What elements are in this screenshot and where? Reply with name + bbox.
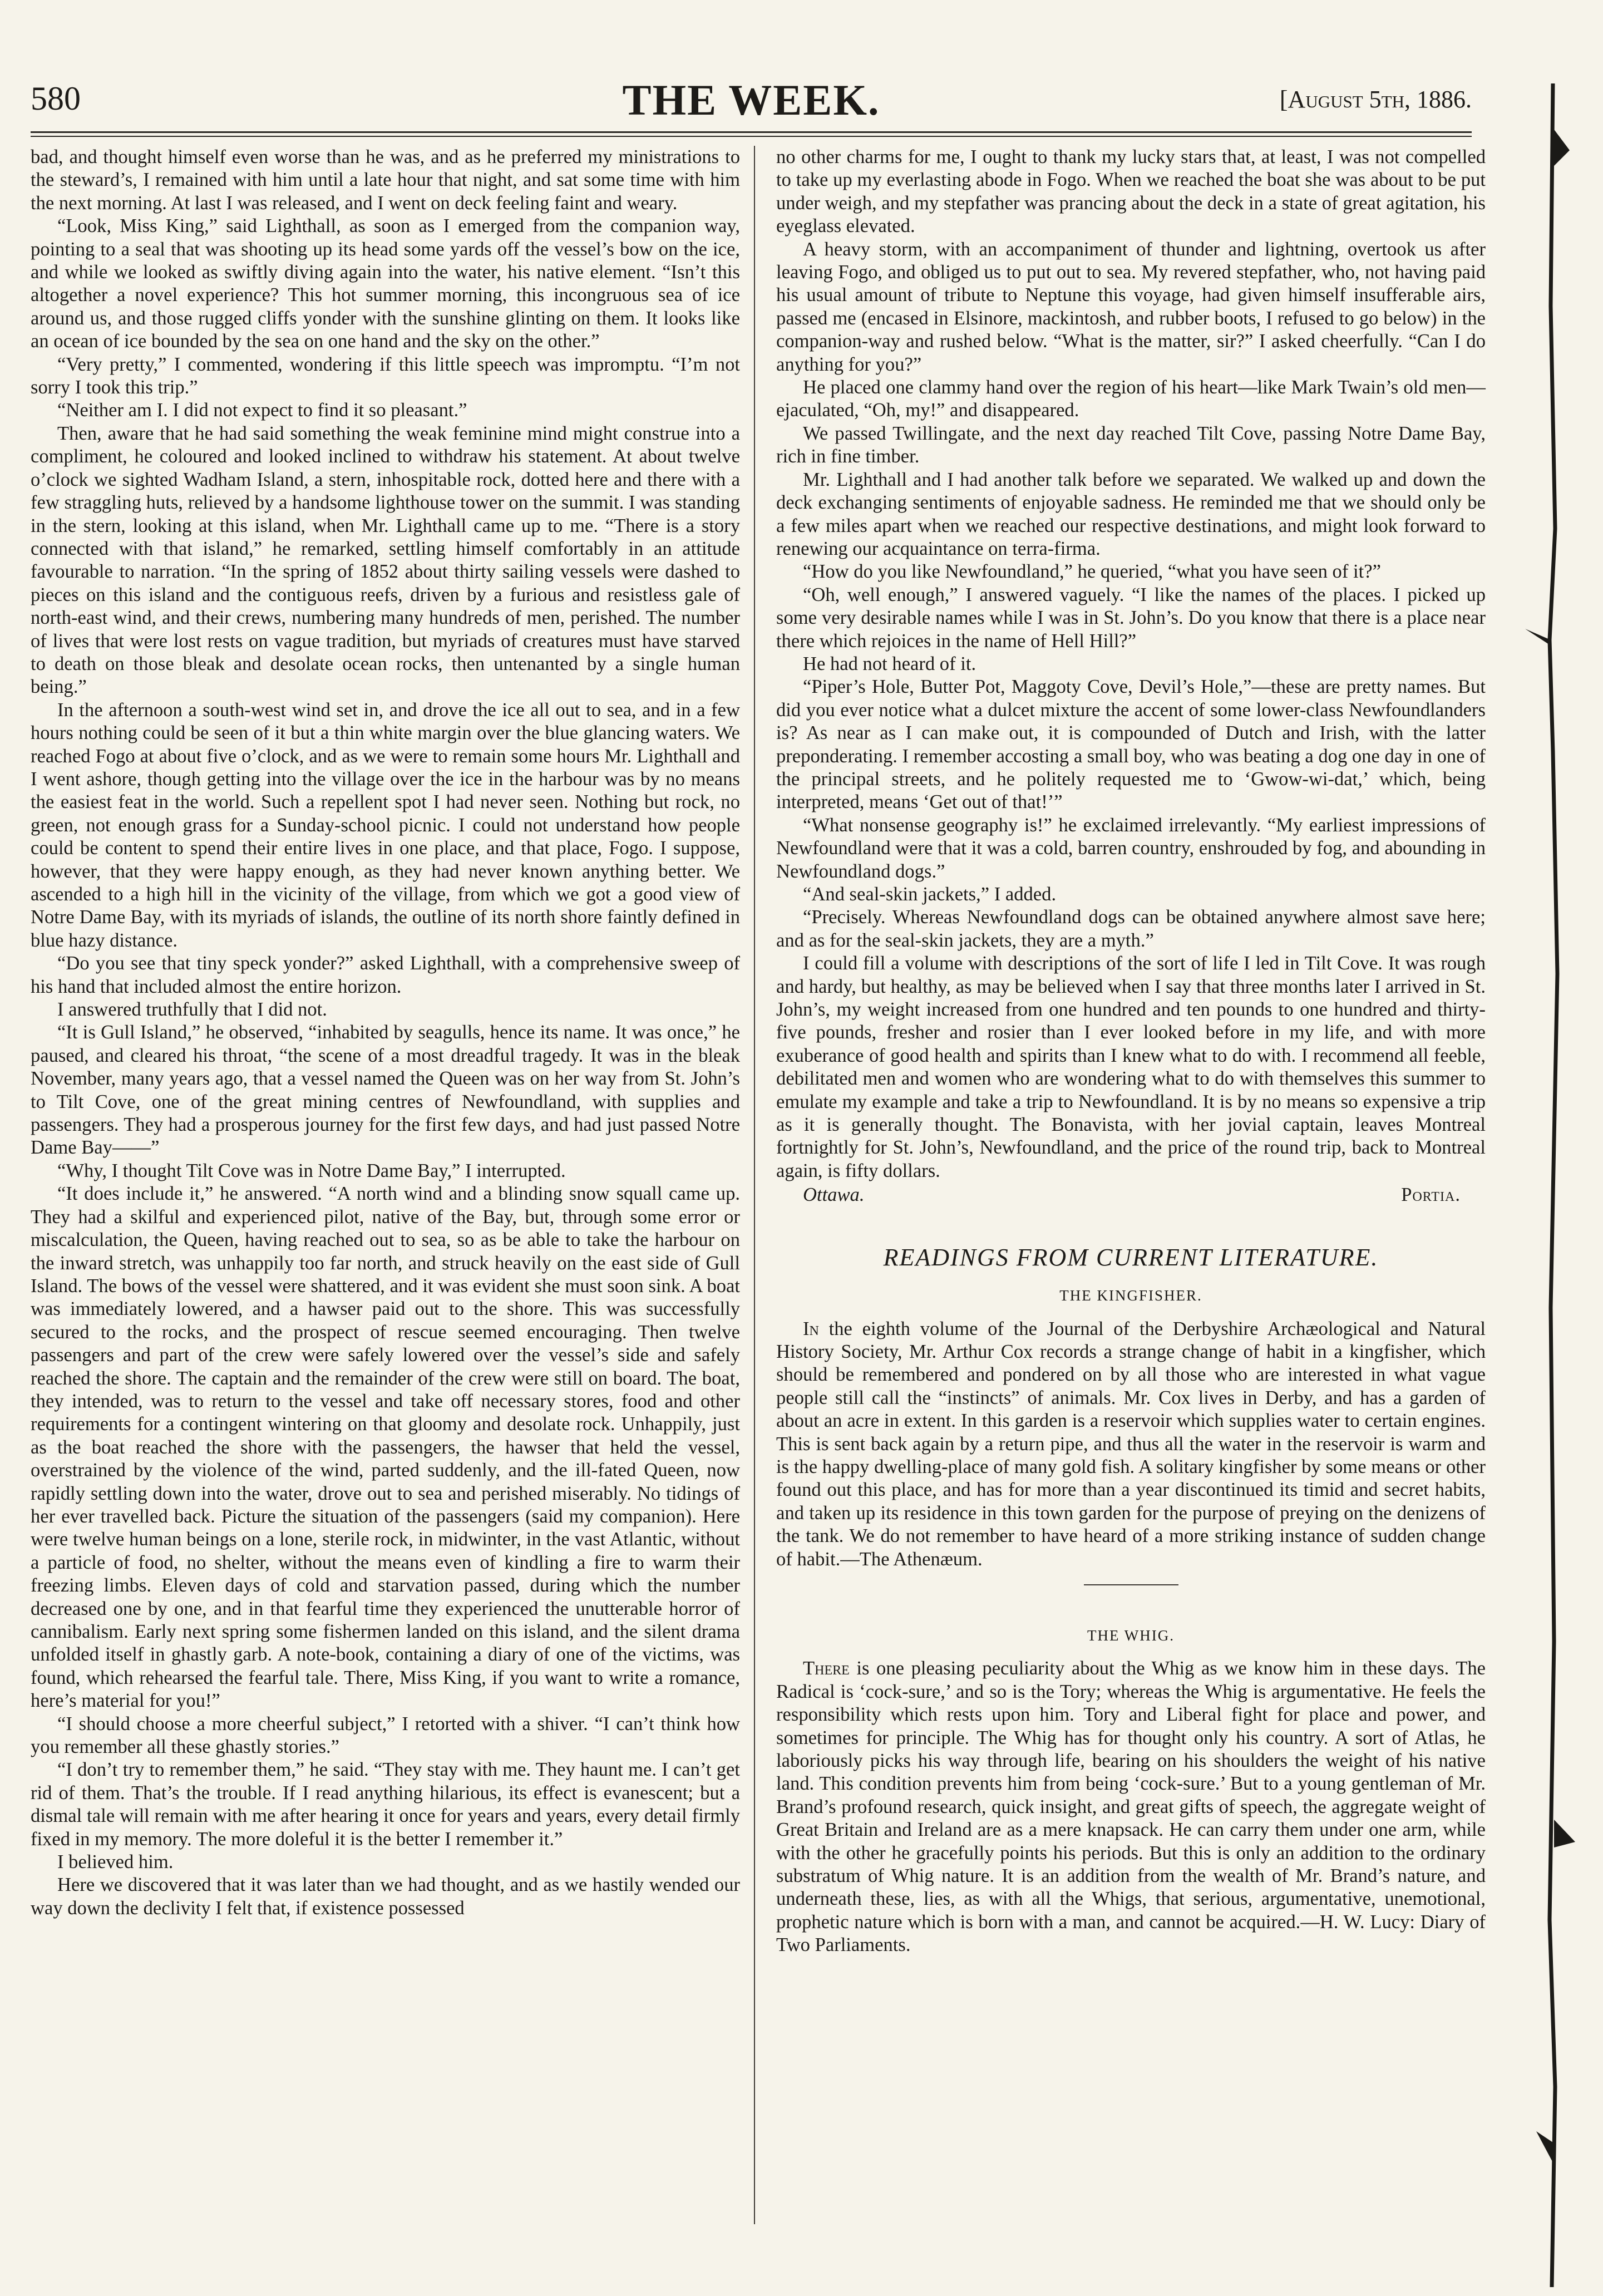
divider [1084,1584,1178,1585]
paragraph: “It does include it,” he answered. “A north wind and a blinding snow squall came up. They had a skilful and experienced pilot, native of the Bay, but, through some error or miscalculation, the Queen, having reached out to sea, so as be able to take the harbour on the inward stretch, was unhappily too far north, and struck heavily on the east side of Gull Island. The bows of the vessel were shattered, and it was evident she must soon sink. A boat was immediately lowered, and a hawser paid out to the shore. This was successfully secured to the rocks, and the prospect of rescue seemed encouraging. Then twelve passengers and part of the crew were safely lowered over the vessel’s side and safely reached the shore. The captain and the remainder of the crew were still on board. The boat, they intended, was to return to the vessel and take off necessary stores, food and other requirements for a contingent wintering on that gloomy and desolate rock. Unhappily, just as the boat reached the shore with the passengers, the hawser that held the vessel, overstrained by the violence of the wind, parted suddenly, and the ill-fated Queen, now rapidly settling down into the water, drove out to sea and perished miserably. No tidings of her ever travelled back. Picture the situation of the passengers (said my companion). Here were twelve human beings on a lone, sterile rock, in midwinter, in the vast Atlantic, without a particle of food, no shelter, without the means even of kindling a fire to warm their freezing limbs. Eleven days of cold and starvation passed, during which the number decreased one by one, and in that fearful time they experienced the unutterable horror of cannibalism. Early next spring some fishermen landed on this island, and the silent drama unfolded itself in ghastly garb. A note-book, containing a diary of one of the victims, was found, which rehearsed the fearful tale. There, Miss King, if you want to write a romance, here’s material for you!” [31,1183,740,1712]
paragraph: “Neither am I. I did not expect to find it so pleasant.” [57,400,467,421]
column-divider [754,146,755,2224]
paragraph: bad, and thought himself even worse than he was, and as he preferred my ministrations to the steward’s, I remained with him until a late hour that night, and sat some time with him the next morning. At last I was released, and I went on deck feeling faint and weary. [31,146,740,214]
paragraph: He had not heard of it. [803,653,976,674]
article-body: is one pleasing peculiarity about the Whig as we know him in these days. The Radical is ‘cock-sure,’ and so is the Tory; whereas the Whig is argumentative. He feels the responsibility which rests upon him. Tory and Liberal fight for place and power, and sometimes for principle. The Whig has for thought only his country. A sort of Atlas, he laboriously picks his way through life, bearing on his shoulders the weight of his native land. This condition prevents him from being ‘cock-sure.’ But to a young gentleman of Mr. Brand’s profound research, quick insight, and great gifts of speech, the aggregate weight of Great Britain and Ireland are as a mere knapsack. He can carry them under one arm, while with the other he gracefully points his periods. But this is only an addition to the ordinary substratum of Whig nature. It is an addition from the wealth of Mr. Brand’s nature, and underneath these, lies, as with all the Whigs, that serious, argumentative, unemotional, prophetic nature which is born with a man, and cannot be acquired.—H. W. Lucy: Diary of Two Parliaments. [776,1658,1486,1956]
paragraph: “Precisely. Whereas Newfoundland dogs can be obtained anywhere almost save here; and as for the seal-skin jackets, they are a myth.” [776,906,1486,951]
paragraph: “Why, I thought Tilt Cove was in Notre Dame Bay,” I interrupted. [57,1160,566,1181]
header-rule-double [31,136,1472,137]
paragraph: “I don’t try to remember them,” he said. “They stay with me. They haunt me. I can’t get rid of them. That’s the trouble. If I read anything hilarious, its effect is evanescent; but a dismal tale will remain with me after hearing it once for years and years, every detail firmly fixed in my memory. The more doleful it is the better I remember it.” [31,1759,740,1850]
signoff [776,1184,1486,1206]
binding-edge-ornament [1514,83,1592,2287]
article-title: THE WHIG. [1087,1627,1175,1644]
left-column [31,146,740,1920]
paragraph: no other charms for me, I ought to thank my lucky stars that, at least, I was not compelled to take up my everlasting abode in Fogo. When we reached the boat she was about to be put under weigh, and my stepfather was prancing about the deck in a state of great agitation, his eyeglass elevated. [776,146,1486,237]
paragraph: “Very pretty,” I commented, wondering if this little speech was impromptu. “I’m not sorry I took this trip.” [31,353,740,398]
paragraph: “I should choose a more cheerful subject,” I retorted with a shiver. “I can’t think how you remember all these ghastly stories.” [31,1713,740,1758]
signoff-place: Ottawa. [803,1184,865,1206]
paragraph: Mr. Lighthall and I had another talk before we separated. We walked up and down the deck exchanging sentiments of enjoyable sadness. He reminded me that we should only be a few miles apart when we reached our respective destinations, and might look forward to renewing our acquaintance on terra-firma. [776,469,1486,559]
paragraph: “And seal-skin jackets,” I added. [803,884,1057,905]
signoff-author: Portia. [1401,1184,1461,1206]
paragraph: “What nonsense geography is!” he exclaimed irrelevantly. “My earliest impressions of Newfoundland were that it was a cold, barren country, enshrouded by fog, and abounding in Newfoundland dogs.” [776,814,1486,882]
paragraph: We passed Twillingate, and the next day reached Tilt Cove, passing Notre Dame Bay, rich in fine timber. [776,422,1486,467]
article-paragraph [776,1657,1486,1957]
paragraph: Here we discovered that it was later than we had thought, and as we hastily wended our way down the declivity I felt that, if existence possessed [31,1874,740,1919]
paragraph: He placed one clammy hand over the region of his heart—like Mark Twain’s old men—ejaculated, “Oh, my!” and disappeared. [776,377,1486,421]
paragraph: I believed him. [57,1851,174,1873]
paragraph: I answered truthfully that I did not. [57,999,327,1021]
paragraph: In the afternoon a south-west wind set in, and drove the ice all out to sea, and in a few hours nothing could be seen of it but a thin white margin over the blue glancing waters. We reached Fogo at about five o’clock, and as we were to remain some hours Mr. Lighthall and I went ashore, though getting into the village over the ice in the harbour was by no means the easiest feat in the world. Such a repellent spot I had never seen. Nothing but rock, no green, not enough grass for a Sunday-school picnic. I could not understand how people could be content to spend their entire lives in one place, and that place, Fogo. I suppose, however, that they were happy enough, as they had never known anything better. We ascended to a high hill in the vicinity of the village, from which we got a good view of Notre Dame Bay, with its myriads of islands, the outline of its north shore faintly defined in blue hazy distance. [31,699,740,951]
article-title: THE KINGFISHER. [1059,1287,1202,1304]
article-paragraph [776,1318,1486,1571]
paragraph: I could fill a volume with descriptions of the sort of life I led in Tilt Cove. It was rough and hardy, but healthy, as may be believed when I say that three months later I arrived in St. John’s, my weight increased from one hundred and ten pounds to one hundred and thirty-five pounds, fresher and rosier than I ever looked before in my life, and with more exuberance of good health and spirits than I knew what to do with. I recommend all feeble, debilitated men and women who are wondering what to do with themselves this summer to emulate my example and take a trip to Newfoundland. It is by no means so expensive a trip as it is generally thought. The Bonavista, with her jovial captain, leaves Montreal fortnightly for St. John’s, Newfoundland, and the price of the round trip, back to Montreal again, is fifty dollars. [776,953,1486,1181]
right-column [776,146,1486,1957]
journal-title: THE WEEK. [622,76,880,124]
page-header [31,75,1472,128]
lead-word: There [803,1658,850,1679]
header-rule [31,131,1472,133]
paragraph: “It is Gull Island,” he observed, “inhabited by seagulls, hence its name. It was once,” he paused, and cleared his throat, “the scene of a most dreadful tragedy. It was in the bleak November, many years ago, that a vessel named the Queen was on her way from St. John’s to Tilt Cove, one of the great mining centres of Newfoundland, with supplies and passengers. They had a prosperous journey for the first few days, and had just passed Notre Dame Bay——” [31,1022,740,1159]
paragraph: “How do you like Newfoundland,” he queried, “what you have seen of it?” [803,561,1381,583]
lead-word: In [803,1318,819,1339]
paragraph: “Piper’s Hole, Butter Pot, Maggoty Cove, Devil’s Hole,”—these are pretty names. But did you ever notice what a dulcet mixture the accent of some lower-class Newfoundlanders is? As near as I can make out, it is compounded of Dutch and Irish, with the latter preponderating. I remember accosting a small boy, who was beating a dog one day in one of the principal streets, and he politely requested me to ‘Gwow-wi-dat,’ which, being interpreted, means ‘Get out of that!’” [776,676,1486,813]
paragraph: “Do you see that tiny speck yonder?” asked Lighthall, with a comprehensive sweep of his hand that included almost the entire horizon. [31,953,740,997]
article-body: the eighth volume of the Journal of the Derbyshire Archæological and Natural History Society, Mr. Arthur Cox records a strange change of habit in a kingfisher, which should be remembered and pondered on by all those who are interested in what vague people still call the “instincts” of animals. Mr. Cox lives in Derby, and has a garden of about an acre in extent. In this garden is a reservoir which supplies water to certain engines. This is sent back again by a return pipe, and thus all the water in the reservoir is warm and is the happy dwelling-place of many gold fish. A solitary kingfisher by some means or other found out this place, and has for more than a year discontinued its timid and secret habits, and taken up its residence in this town garden for the purpose of preying on the denizens of the tank. We do not remember to have heard of a more striking instance of sudden change of habit.—The Athenæum. [776,1318,1486,1570]
section-heading: READINGS FROM CURRENT LITERATURE. [883,1243,1379,1271]
paragraph: “Look, Miss King,” said Lighthall, as soon as I emerged from the companion way, pointing to a seal that was shooting up its head some yards off the vessel’s bow on the ice, and while we looked as swiftly diving again into the water, his native element. “Isn’t this altogether a novel experience? This hot summer morning, this incongruous sea of ice around us, and those rugged cliffs yonder with the sunshine glinting on them. It looks like an ocean of ice bounded by the sea on one hand and the sky on the other.” [31,215,740,352]
page-number: 580 [31,80,81,117]
paragraph: Then, aware that he had said something the weak feminine mind might construe into a compliment, he coloured and looked inclined to withdraw his statement. At about twelve o’clock we sighted Wadham Island, a stern, inhospitable rock, dotted here and there with a few straggling huts, relieved by a handsome lighthouse tower on the summit. I was standing in the stern, looking at this island, when Mr. Lighthall came up to me. “There is a story connected with that island,” he remarked, settling himself comfortably in an attitude favourable to narration. “In the spring of 1852 about thirty sailing vessels were dashed to pieces on this island and the contiguous reefs, driven by a furious and resistless gale of north-east wind, and their crews, numbering many hundreds of men, perished. The number of lives that were lost rests on vague tradition, but myriads of creatures must have starved to death on those bleak and desolate ocean rocks, then untenanted by a single human being.” [31,422,740,698]
paragraph: “Oh, well enough,” I answered vaguely. “I like the names of the places. I picked up some very desirable names while I was in St. John’s. Do you know that there is a place near there which rejoices in the name of Hell Hill?” [776,584,1486,652]
paragraph: A heavy storm, with an accompaniment of thunder and lightning, overtook us after leaving Fogo, and obliged us to put out to sea. My revered stepfather, who, not having paid his usual amount of tribute to Neptune this voyage, had given himself insufferable airs, passed me (encased in Elsinore, mackintosh, and rubber boots, I refused to go below) in the companion-way and rushed below. “What is the matter, sir?” I asked cheerfully. “Can I do anything for you?” [776,238,1486,375]
issue-date: [August 5th, 1886. [1279,86,1472,113]
